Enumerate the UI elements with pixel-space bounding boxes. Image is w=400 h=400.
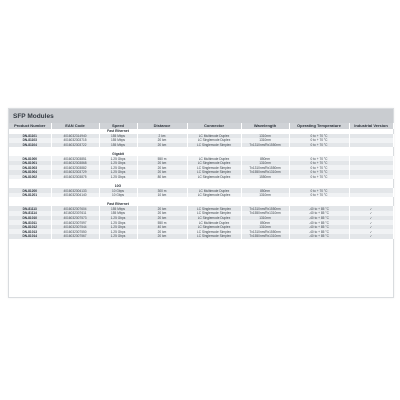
cell-product-number: DN-81004 bbox=[9, 170, 51, 175]
cell-speed: 155 Mbps bbox=[99, 138, 137, 143]
cell-connector: LC Singlemode Simplex bbox=[187, 143, 241, 148]
cell-ean-code: 4016032307550 bbox=[51, 229, 99, 234]
cell-distance: 20 km bbox=[137, 143, 187, 148]
cell-connector: LC Multimode Duplex bbox=[187, 156, 241, 161]
cell-ean-code: 4016032303851 bbox=[51, 156, 99, 161]
cell-connector: LC Singlemode Duplex bbox=[187, 225, 241, 230]
cell-operating-temperature: -40 to + 85 °C bbox=[289, 211, 349, 216]
cell-operating-temperature: 0 to + 70 °C bbox=[289, 170, 349, 175]
cell-ean-code: 4016032304140 bbox=[51, 193, 99, 198]
cell-speed: 155 Mbps bbox=[99, 211, 137, 216]
cell-wavelength: 1310nm bbox=[241, 161, 289, 166]
section-title: 10G bbox=[99, 183, 137, 188]
column-header-wavelength: Wavelength bbox=[241, 123, 289, 129]
cell-ean-code: 4016032307544 bbox=[51, 225, 99, 230]
cell-distance: 20 km bbox=[137, 234, 187, 239]
cell-product-number: DN-81014 bbox=[9, 234, 51, 239]
cell-product-number: DN-81013 bbox=[9, 229, 51, 234]
cell-wavelength: Tx1310nm/Rx1550nm bbox=[241, 206, 289, 211]
industrial-check-cell: ✓ bbox=[349, 225, 393, 230]
cell-ean-code: 4016032307597 bbox=[51, 220, 99, 225]
cell-speed: 1.25 Gbps bbox=[99, 175, 137, 180]
cell-speed: 1.25 Gbps bbox=[99, 156, 137, 161]
sfp-modules-card bbox=[8, 108, 394, 298]
cell-product-number: DN-81103 bbox=[9, 138, 51, 143]
cell-product-number: DN-81001 bbox=[9, 161, 51, 166]
cell-operating-temperature: 0 to + 70 °C bbox=[289, 165, 349, 170]
cell-ean-code: 4016032303729 bbox=[51, 170, 99, 175]
cell-operating-temperature: 0 to + 70 °C bbox=[289, 156, 349, 161]
sfp-table bbox=[9, 123, 394, 239]
cell-connector: LC Singlemode Simplex bbox=[187, 170, 241, 175]
cell-speed: 155 Mbps bbox=[99, 206, 137, 211]
cell-wavelength: Tx1550nm/Rx1310nm bbox=[241, 211, 289, 216]
cell-wavelength: 1310nm bbox=[241, 193, 289, 198]
cell-distance: 300 m bbox=[137, 188, 187, 193]
column-header-product-number: Product Number bbox=[9, 123, 51, 129]
cell-product-number: DN-81000 bbox=[9, 156, 51, 161]
cell-speed: 1.25 Gbps bbox=[99, 220, 137, 225]
cell-operating-temperature: -40 to + 85 °C bbox=[289, 234, 349, 239]
cell-operating-temperature: 0 to + 70 °C bbox=[289, 175, 349, 180]
industrial-check-cell: ✓ bbox=[349, 211, 393, 216]
cell-wavelength: Tx1550nm/Rx1310nm bbox=[241, 170, 289, 175]
cell-product-number: DN-81002 bbox=[9, 175, 51, 180]
industrial-check-cell: ✓ bbox=[349, 206, 393, 211]
cell-speed: 1.25 Gbps bbox=[99, 216, 137, 221]
cell-ean-code: 4016032307573 bbox=[51, 216, 99, 221]
cell-product-number: DN-81104 bbox=[9, 143, 51, 148]
cell-distance: 20 km bbox=[137, 170, 187, 175]
column-header-distance: Distance bbox=[137, 123, 187, 129]
cell-speed: 1.25 Gbps bbox=[99, 170, 137, 175]
cell-ean-code: 4016032307611 bbox=[51, 211, 99, 216]
column-header-industrial-version: Industrial Version bbox=[349, 123, 393, 129]
cell-speed: 1.25 Gbps bbox=[99, 225, 137, 230]
cell-speed: 1.25 Gbps bbox=[99, 165, 137, 170]
column-header-ean-code: EAN Code bbox=[51, 123, 99, 129]
cell-wavelength: 1310nm bbox=[241, 225, 289, 230]
cell-distance: 20 km bbox=[137, 211, 187, 216]
column-header-connector: Connector bbox=[187, 123, 241, 129]
cell-product-number: DN-81201 bbox=[9, 193, 51, 198]
industrial-check-cell: ✓ bbox=[349, 234, 393, 239]
cell-wavelength: Tx1310nm/Rx1550nm bbox=[241, 165, 289, 170]
cell-connector: LC Singlemode Duplex bbox=[187, 193, 241, 198]
cell-product-number: DN-81113 bbox=[9, 206, 51, 211]
cell-product-number: DN-81003 bbox=[9, 165, 51, 170]
cell-distance: 10 km bbox=[137, 193, 187, 198]
cell-ean-code: 4016032303868 bbox=[51, 161, 99, 166]
cell-connector: LC Multimode Duplex bbox=[187, 188, 241, 193]
cell-operating-temperature: -40 to + 85 °C bbox=[289, 225, 349, 230]
cell-connector: LC Singlemode Simplex bbox=[187, 229, 241, 234]
cell-product-number: DN-81101 bbox=[9, 134, 51, 139]
cell-wavelength: Tx1550nm/Rx1310nm bbox=[241, 234, 289, 239]
cell-distance: 2 km bbox=[137, 134, 187, 139]
industrial-check-cell: ✓ bbox=[349, 216, 393, 221]
cell-connector: LC Singlemode Simplex bbox=[187, 234, 241, 239]
cell-distance: 550 m bbox=[137, 156, 187, 161]
cell-wavelength: 1550nm bbox=[241, 175, 289, 180]
cell-connector: LC Singlemode Duplex bbox=[187, 161, 241, 166]
cell-operating-temperature: -40 to + 85 °C bbox=[289, 220, 349, 225]
cell-ean-code: 4016032303882 bbox=[51, 165, 99, 170]
cell-distance: 550 m bbox=[137, 220, 187, 225]
cell-operating-temperature: 0 to + 70 °C bbox=[289, 188, 349, 193]
cell-wavelength: 850nm bbox=[241, 220, 289, 225]
cell-connector: LC Singlemode Simplex bbox=[187, 206, 241, 211]
cell-wavelength: Tx1310nm/Rx1550nm bbox=[241, 143, 289, 148]
cell-speed: 155 Mbps bbox=[99, 134, 137, 139]
cell-connector: LC Multimode Duplex bbox=[187, 220, 241, 225]
cell-ean-code: 4016032303875 bbox=[51, 175, 99, 180]
cell-ean-code: 4016032314940 bbox=[51, 134, 99, 139]
cell-connector: LC Multimode Duplex bbox=[187, 134, 241, 139]
cell-speed: 1.25 Gbps bbox=[99, 161, 137, 166]
cell-wavelength: 1310nm bbox=[241, 216, 289, 221]
cell-operating-temperature: 0 to + 70 °C bbox=[289, 193, 349, 198]
cell-operating-temperature: 0 to + 70 °C bbox=[289, 161, 349, 166]
cell-connector: LC Singlemode Duplex bbox=[187, 175, 241, 180]
cell-distance: 40 km bbox=[137, 225, 187, 230]
cell-distance: 80 km bbox=[137, 175, 187, 180]
cell-speed: 1.25 Gbps bbox=[99, 234, 137, 239]
cell-speed: 10 Gbps bbox=[99, 193, 137, 198]
cell-distance: 20 km bbox=[137, 165, 187, 170]
industrial-check-cell: ✓ bbox=[349, 229, 393, 234]
title-bar bbox=[9, 109, 393, 123]
cell-wavelength: Tx1310nm/Rx1550nm bbox=[241, 229, 289, 234]
table-row bbox=[9, 234, 393, 239]
cell-operating-temperature: -40 to + 85 °C bbox=[289, 216, 349, 221]
cell-connector: LC Singlemode Simplex bbox=[187, 211, 241, 216]
cell-distance: 20 km bbox=[137, 161, 187, 166]
cell-wavelength: 850nm bbox=[241, 188, 289, 193]
section-title: Fast Ethernet bbox=[99, 129, 137, 134]
cell-ean-code: 4016032307604 bbox=[51, 206, 99, 211]
cell-distance: 20 km bbox=[137, 229, 187, 234]
column-header-operating-temperature: Operating Temperature bbox=[289, 123, 349, 129]
section-title: Gigabit bbox=[99, 151, 137, 156]
cell-speed: 1.25 Gbps bbox=[99, 229, 137, 234]
cell-product-number: DN-81200 bbox=[9, 188, 51, 193]
cell-connector: LC Singlemode Simplex bbox=[187, 165, 241, 170]
cell-wavelength: 850nm bbox=[241, 156, 289, 161]
industrial-check-cell: ✓ bbox=[349, 220, 393, 225]
cell-product-number: DN-81011 bbox=[9, 220, 51, 225]
page-title: SFP Modules bbox=[13, 112, 54, 120]
section-title: Fast Ethernet bbox=[99, 201, 137, 206]
table-body bbox=[9, 129, 393, 239]
cell-wavelength: 1310nm bbox=[241, 134, 289, 139]
cell-speed: 155 Mbps bbox=[99, 143, 137, 148]
cell-distance: 20 km bbox=[137, 216, 187, 221]
cell-wavelength: 1310nm bbox=[241, 138, 289, 143]
column-header-speed: Speed bbox=[99, 123, 137, 129]
cell-connector: LC Singlemode Duplex bbox=[187, 138, 241, 143]
cell-ean-code: 4016032303722 bbox=[51, 143, 99, 148]
cell-ean-code: 4016032307567 bbox=[51, 234, 99, 239]
cell-operating-temperature: 0 to + 70 °C bbox=[289, 143, 349, 148]
cell-operating-temperature: 0 to + 70 °C bbox=[289, 134, 349, 139]
cell-operating-temperature: 0 to + 70 °C bbox=[289, 138, 349, 143]
cell-product-number: DN-81010 bbox=[9, 216, 51, 221]
cell-connector: LC Singlemode Duplex bbox=[187, 216, 241, 221]
cell-ean-code: 4016032304133 bbox=[51, 188, 99, 193]
cell-product-number: DN-81012 bbox=[9, 225, 51, 230]
cell-distance: 20 km bbox=[137, 206, 187, 211]
cell-distance: 20 km bbox=[137, 138, 187, 143]
cell-product-number: DN-81114 bbox=[9, 211, 51, 216]
cell-operating-temperature: -40 to + 85 °C bbox=[289, 206, 349, 211]
cell-operating-temperature: -40 to + 85 °C bbox=[289, 229, 349, 234]
cell-speed: 10 Gbps bbox=[99, 188, 137, 193]
cell-ean-code: 4016032303715 bbox=[51, 138, 99, 143]
